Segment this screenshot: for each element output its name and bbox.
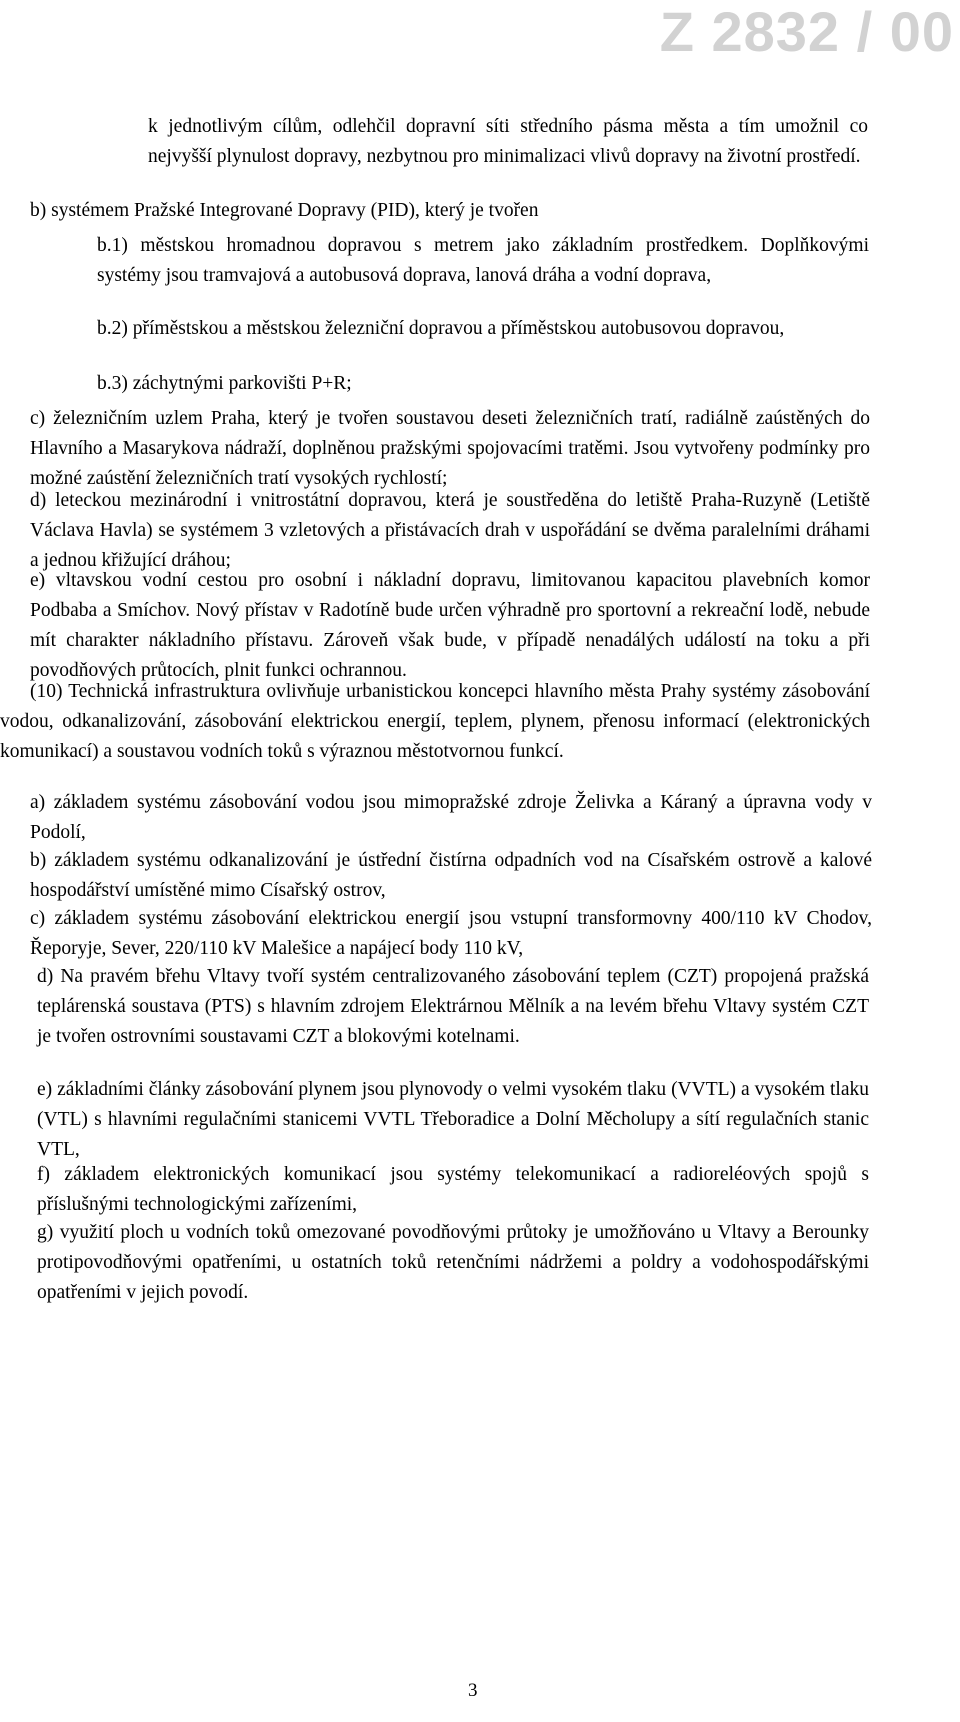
paragraph-10b: b) základem systému odkanalizování je ústřední čistírna odpadních vod na Císařském ostrově a kalové hospodářství umístěné mimo Císařský ostrov, xyxy=(30,850,872,901)
paragraph-b2: b.2) příměstskou a městskou železniční dopravou a příměstskou autobusovou dopravou, xyxy=(97,318,785,339)
document-id-watermark: Z 2832 / 00 xyxy=(659,0,954,63)
paragraph-10d: d) Na pravém břehu Vltavy tvoří systém centralizovaného zásobování teplem (CZT) propojená pražská teplárenská soustava (PTS) s hlavním zdrojem Elektrárnou Mělník a na levém břehu Vltavy systém CZT je tvořen ostrovními soustavami CZT a blokovými kotelnami. xyxy=(37,966,869,1047)
paragraph-10e: e) základními články zásobování plynem jsou plynovody o velmi vysokém tlaku (VVTL) a vysokém tlaku (VTL) s hlavními regulačními stanicemi VVTL Třeboradice a Dolní Měcholupy a sítí regulačních stanic VTL, xyxy=(37,1079,869,1160)
page-number: 3 xyxy=(468,1680,478,1701)
paragraph-continuation: k jednotlivým cílům, odlehčil dopravní síti středního pásma města a tím umožnil co nejvyšší plynulost dopravy, nezbytnou pro minimalizaci vlivů dopravy na životní prostředí. xyxy=(148,116,868,167)
paragraph-10g: g) využití ploch u vodních toků omezované povodňovými průtoky je umožňováno u Vltavy a Berounky protipovodňovými opatřeními, u ostatních toků retenčními nádržemi a poldry a vodohospodářskými opatřeními v jejich povodí. xyxy=(37,1222,869,1303)
paragraph-c: c) železničním uzlem Praha, který je tvořen soustavou deseti železničních tratí, radiálně zaústěných do Hlavního a Masarykova nádraží, doplněnou pražskými spojovacími tratěmi. Jsou vytvořeny podmínky pro možné zaústění železničních tratí vysokých rychlostí; xyxy=(30,408,870,489)
paragraph-b3: b.3) záchytnými parkovišti P+R; xyxy=(97,373,352,394)
paragraph-d: d) leteckou mezinárodní i vnitrostátní dopravou, která je soustředěna do letiště Praha-Ruzyně (Letiště Václava Havla) se systémem 3 vzletových a přistávacích drah v uspořádání se dvěma paralelními dráhami a jednou křižující dráhou; xyxy=(30,490,870,571)
paragraph-b1: b.1) městskou hromadnou dopravou s metrem jako základním prostředkem. Doplňkovými systémy jsou tramvajová a autobusová doprava, lanová dráha a vodní doprava, xyxy=(97,235,869,286)
paragraph-10f: f) základem elektronických komunikací jsou systémy telekomunikací a radioreléových spojů s příslušnými technologickými zařízeními, xyxy=(37,1164,869,1215)
paragraph-b-pid: b) systémem Pražské Integrované Dopravy (PID), který je tvořen xyxy=(30,200,539,221)
paragraph-e: e) vltavskou vodní cestou pro osobní i nákladní dopravu, limitovanou kapacitou plavebních komor Podbaba a Smíchov. Nový přístav v Radotíně bude určen výhradně pro sportovní a rekreační lodě, nebude mít charakter nákladního přístavu. Zároveň však bude, v případě nenadálých událostí na toku a při povodňových průtocích, plnit funkci ochrannou. xyxy=(30,570,870,681)
paragraph-10a: a) základem systému zásobování vodou jsou mimopražské zdroje Želivka a Káraný a úpravna vody v Podolí, xyxy=(30,792,872,843)
paragraph-10c: c) základem systému zásobování elektrickou energií jsou vstupní transformovny 400/110 kV Chodov, Řeporyje, Sever, 220/110 kV Malešice a napájecí body 110 kV, xyxy=(30,908,872,959)
paragraph-10: (10) Technická infrastruktura ovlivňuje urbanistickou koncepci hlavního města Prahy systémy zásobování vodou, odkanalizování, zásobování elektrickou energií, teplem, plynem, přenosu informací (elektronických komunikací) a soustavou vodních toků s výraznou městotvornou funkcí. xyxy=(0,681,870,762)
